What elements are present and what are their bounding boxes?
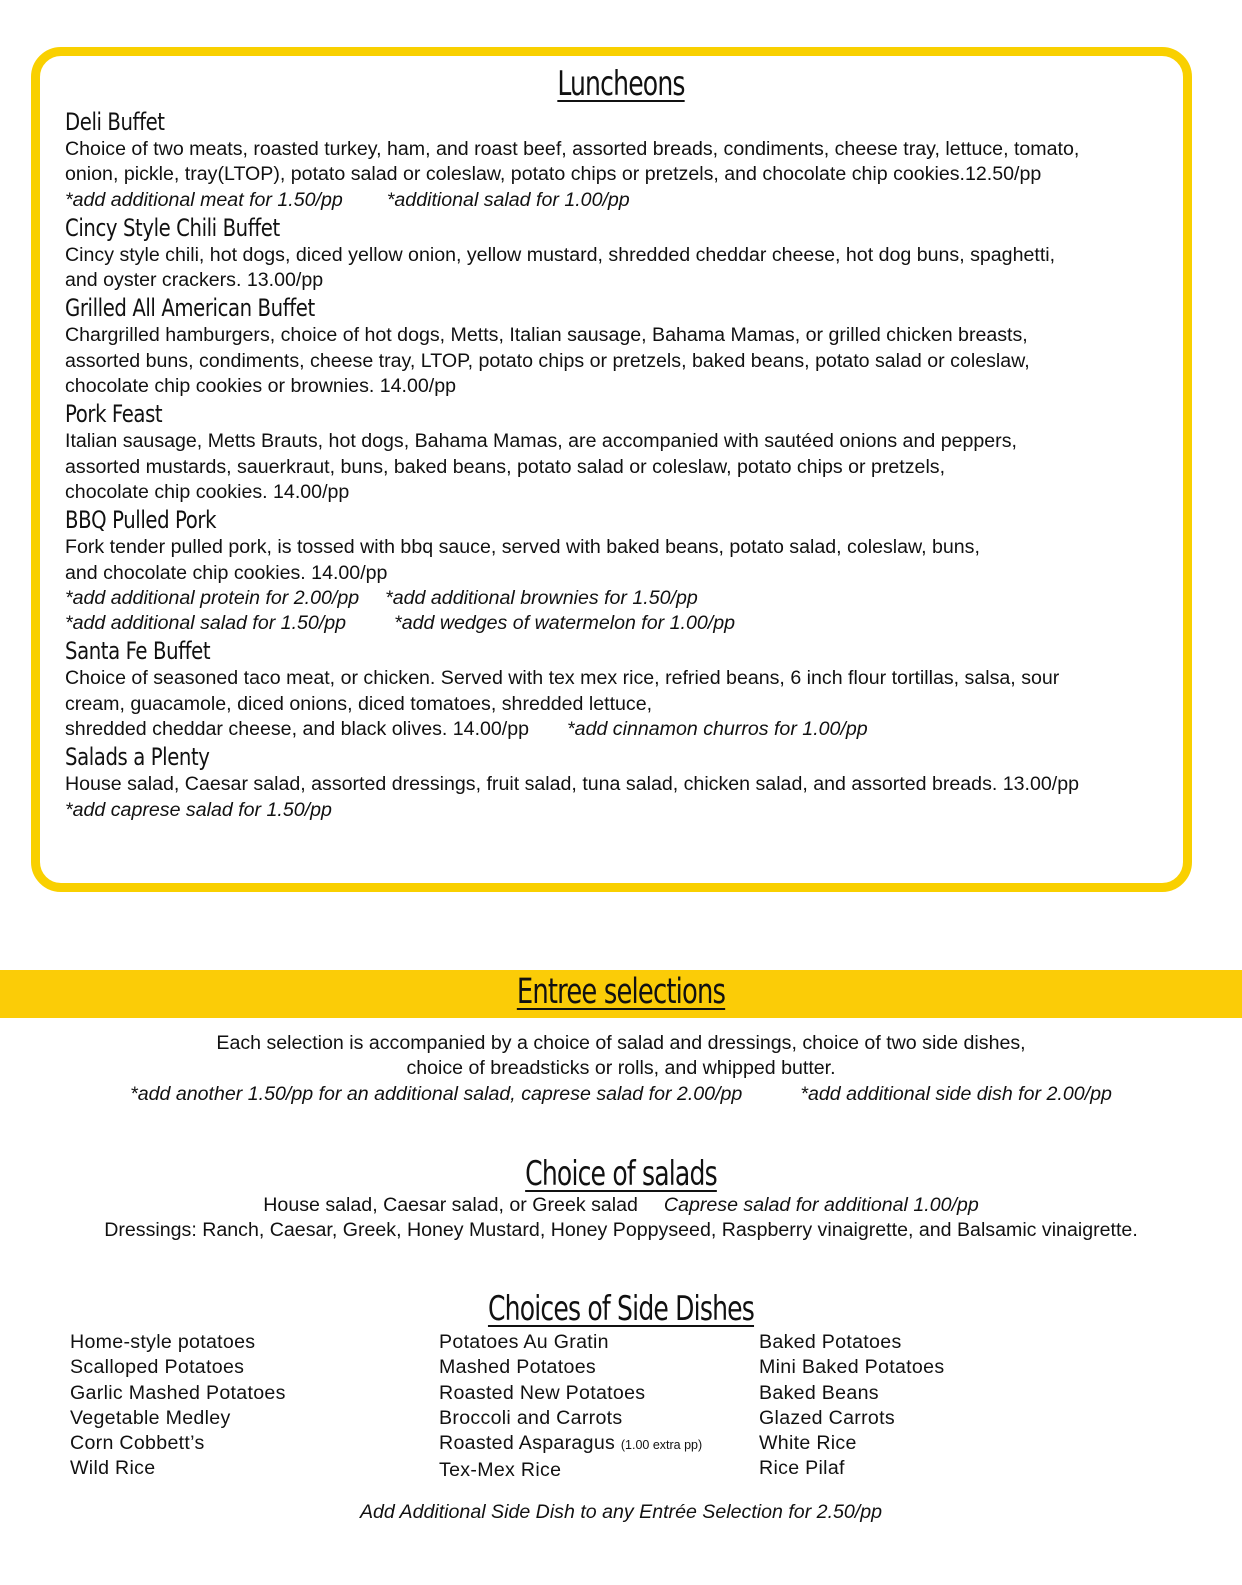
addon: *add additional side dish for 2.00/pp	[800, 1082, 1112, 1105]
item-addons	[65, 586, 1165, 611]
sides-column-1	[70, 1330, 286, 1482]
salads-title: Choice of salads	[525, 1154, 717, 1194]
item-description: Fork tender pulled pork, is tossed with bbq sauce, served with baked beans, potato salad, coleslaw, buns,	[65, 536, 980, 559]
side-dish: Baked Potatoes	[759, 1331, 902, 1353]
side-dish-asparagus	[439, 1431, 702, 1458]
item-name: Pork Feast	[65, 400, 163, 429]
item-description: Chargrilled hamburgers, choice of hot dogs, Metts, Italian sausage, Bahama Mamas, or grilled chicken breasts,	[65, 324, 1028, 347]
item-description: chocolate chip cookies or brownies. 14.00/pp	[65, 375, 457, 398]
item-name: Santa Fe Buffet	[65, 637, 211, 666]
menu-item-bbq-pulled-pork	[65, 505, 1165, 636]
side-dish: Mini Baked Potatoes	[759, 1356, 945, 1379]
sides-title: Choices of Side Dishes	[487, 1289, 755, 1329]
side-dish: Rice Pilaf	[759, 1457, 845, 1480]
menu-item-pork-feast	[65, 399, 1165, 505]
side-dish: Glazed Carrots	[759, 1406, 895, 1429]
side-dish: Roasted New Potatoes	[439, 1381, 646, 1404]
luncheons-title: Luncheons	[557, 64, 685, 104]
salad-options: House salad, Caesar salad, or Greek salad	[263, 1194, 638, 1216]
entree-description	[0, 1031, 1242, 1107]
entree-addons	[0, 1082, 1242, 1107]
item-name: Salads a Plenty	[65, 743, 210, 772]
side-dish: Potatoes Au Gratin	[439, 1331, 609, 1353]
item-addons	[65, 611, 1165, 636]
addon: *add additional brownies for 1.50/pp	[385, 586, 698, 609]
item-description: shredded cheddar cheese, and black olives. 14.00/pp	[65, 718, 530, 741]
side-dish: Corn Cobbett’s	[70, 1432, 205, 1455]
item-name: BBQ Pulled Pork	[65, 506, 217, 535]
addon: *add additional salad for 1.50/pp	[65, 612, 347, 635]
side-dish: Mashed Potatoes	[439, 1356, 596, 1379]
side-dish: White Rice	[759, 1432, 857, 1455]
addon: *add wedges of watermelon for 1.00/pp	[394, 612, 735, 635]
side-dish: Home-style potatoes	[70, 1331, 256, 1353]
item-name: Grilled All American Buffet	[65, 294, 315, 323]
addon: *add caprese salad for 1.50/pp	[65, 798, 332, 821]
item-description: Cincy style chili, hot dogs, diced yellow onion, yellow mustard, shredded cheddar cheese, hot dog buns, spaghetti,	[65, 243, 1056, 266]
item-description: cream, guacamole, diced onions, diced tomatoes, shredded lettuce,	[65, 692, 653, 715]
item-description: and oyster crackers. 13.00/pp	[65, 269, 324, 292]
side-dish: Broccoli and Carrots	[439, 1406, 623, 1429]
item-description-last	[65, 717, 1165, 742]
luncheons-list	[65, 107, 1165, 823]
side-dish: Wild Rice	[70, 1457, 156, 1480]
extra-cost-note: (1.00 extra pp)	[620, 1438, 703, 1453]
side-dish: Garlic Mashed Potatoes	[70, 1381, 286, 1404]
item-description: assorted buns, condiments, cheese tray, LTOP, potato chips or pretzels, baked beans, potato salad or coleslaw,	[65, 349, 1030, 372]
menu-item-deli-buffet	[65, 107, 1165, 213]
entree-desc-line: Each selection is accompanied by a choice of salad and dressings, choice of two side dishes,	[216, 1032, 1026, 1054]
addon: *add another 1.50/pp for an additional salad, caprese salad for 2.00/pp	[130, 1082, 743, 1105]
item-name: Deli Buffet	[65, 108, 165, 136]
menu-item-grilled-american	[65, 293, 1165, 399]
side-dish: Scalloped Potatoes	[70, 1356, 245, 1379]
item-description: assorted mustards, sauerkraut, buns, baked beans, potato salad or coleslaw, potato chips or pretzels,	[65, 455, 946, 478]
item-description: onion, pickle, tray(LTOP), potato salad or coleslaw, potato chips or pretzels, and chocolate chip cookies.12.50/pp	[65, 163, 1042, 186]
salads-section	[0, 1193, 1242, 1244]
side-dish-footer-note: Add Additional Side Dish to any Entrée Selection for 2.50/pp	[359, 1501, 883, 1523]
item-description: and chocolate chip cookies. 14.00/pp	[65, 561, 388, 584]
menu-item-santa-fe	[65, 636, 1165, 742]
side-dish: Vegetable Medley	[70, 1406, 231, 1429]
entree-desc-line: choice of breadsticks or rolls, and whipped butter.	[406, 1057, 836, 1080]
item-description: Choice of two meats, roasted turkey, ham, and roast beef, assorted breads, condiments, cheese tray, lettuce, tomato,	[65, 138, 1080, 160]
item-name: Cincy Style Chili Buffet	[65, 213, 280, 242]
item-addons	[65, 188, 1165, 213]
item-description: chocolate chip cookies. 14.00/pp	[65, 480, 350, 503]
salad-addon: Caprese salad for additional 1.00/pp	[663, 1194, 979, 1216]
menu-item-cincy-chili	[65, 213, 1165, 294]
addon: *add additional meat for 1.50/pp	[65, 188, 343, 211]
item-description: Italian sausage, Metts Brauts, hot dogs, Bahama Mamas, are accompanied with sautéed onions and peppers,	[65, 430, 1017, 453]
side-dish: Roasted Asparagus	[439, 1432, 616, 1455]
entree-title: Entree selections	[516, 972, 726, 1012]
addon: *additional salad for 1.00/pp	[386, 188, 630, 211]
sides-column-3	[759, 1330, 944, 1482]
salads-line	[0, 1193, 1242, 1218]
dressings-line: Dressings: Ranch, Caesar, Greek, Honey Mustard, Honey Poppyseed, Raspberry vinaigrette, and Balsamic vinaigrette.	[104, 1219, 1138, 1242]
item-description: Choice of seasoned taco meat, or chicken. Served with tex mex rice, refried beans, 6 inch flour tortillas, salsa, sour	[65, 667, 1060, 690]
side-dish: Baked Beans	[759, 1381, 879, 1404]
side-dish: Tex-Mex Rice	[439, 1459, 562, 1482]
sides-column-2	[439, 1330, 702, 1484]
menu-item-salads-a-plenty	[65, 742, 1165, 823]
addon: *add cinnamon churros for 1.00/pp	[567, 718, 868, 741]
addon: *add additional protein for 2.00/pp	[65, 586, 360, 609]
item-description: House salad, Caesar salad, assorted dressings, fruit salad, tuna salad, chicken salad, and assorted breads. 13.00/pp	[65, 773, 1080, 796]
